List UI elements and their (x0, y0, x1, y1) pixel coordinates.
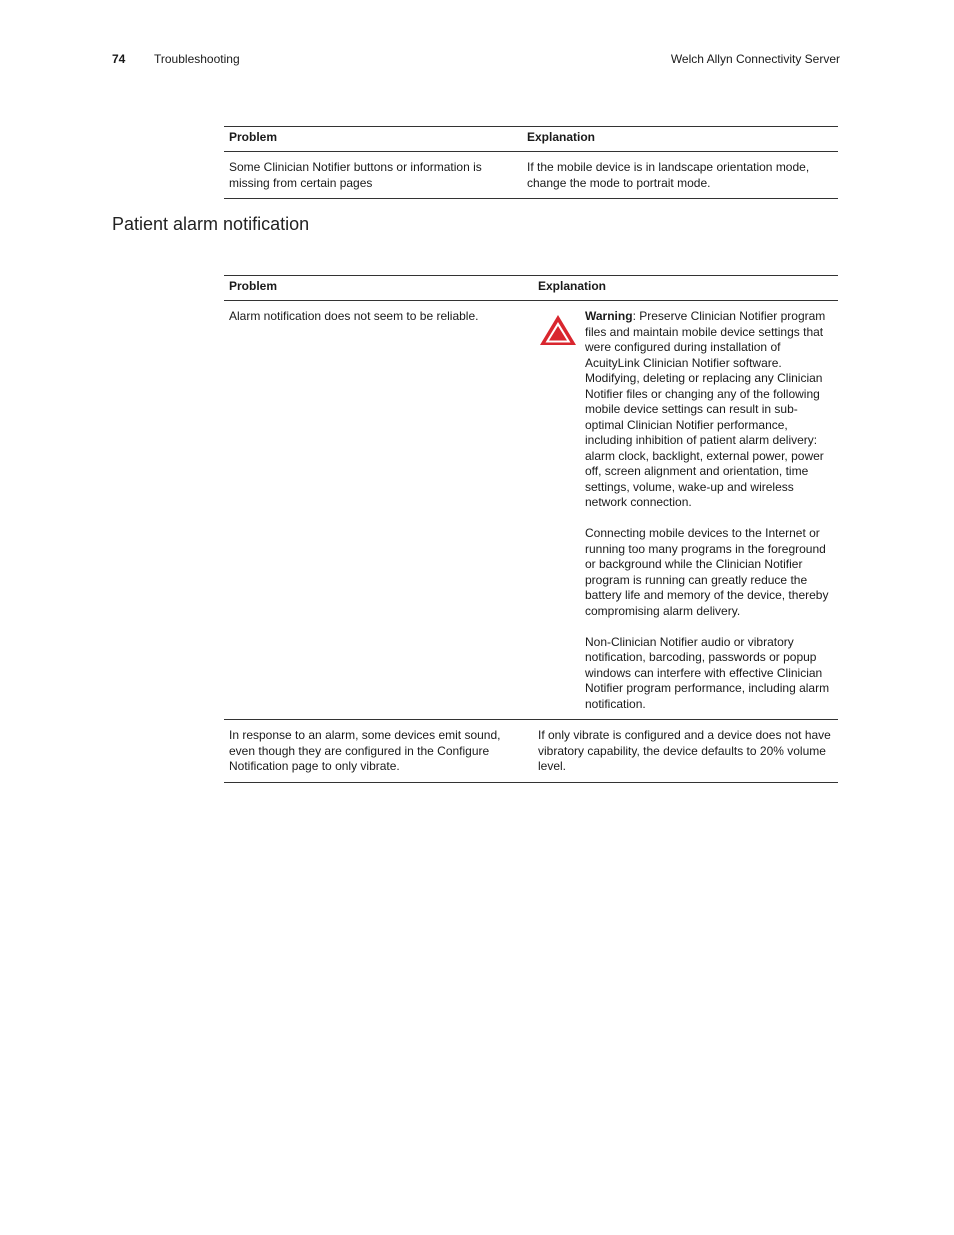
page-number: 74 (112, 52, 126, 66)
explanation-cell (533, 301, 838, 720)
page-header (112, 52, 840, 70)
section-heading: Patient alarm notification (112, 214, 310, 234)
problem-cell: Alarm notification does not seem to be reliable. (224, 301, 533, 720)
warning-label: Warning (585, 309, 633, 323)
table-header-row (224, 276, 838, 301)
running-product-title: Welch Allyn Connectivity Server (670, 52, 840, 66)
warning-paragraph-2: Connecting mobile devices to the Internet or running too many programs in the foreground or background while the Clinician Notifier program is running can greatly reduce the battery life and memory of the device, thereby compromising alarm delivery. (585, 526, 829, 618)
problem-cell: Some Clinician Notifier buttons or information is missing from certain pages (224, 152, 522, 199)
table-row (224, 152, 838, 199)
alarm-notification-table (224, 275, 838, 783)
column-header-problem: Problem (224, 276, 533, 301)
table-row (224, 301, 838, 720)
column-header-explanation: Explanation (533, 276, 838, 301)
warning-text (585, 309, 833, 712)
explanation-cell: If only vibrate is configured and a device does not have vibratory capability, the device defaults to 20% volume level. (533, 720, 838, 783)
table-header-row (224, 127, 838, 152)
table-row (224, 720, 838, 783)
warning-paragraph-3: Non-Clinician Notifier audio or vibratory notification, barcoding, passwords or popup windows can interfere with effective Clinician Notifier program performance, including alarm notification. (585, 634, 830, 711)
column-header-problem: Problem (224, 127, 522, 152)
warning-triangle-icon (538, 313, 578, 347)
explanation-cell: If the mobile device is in landscape orientation mode, change the mode to portrait mode. (522, 152, 838, 199)
warning-paragraph (585, 309, 833, 511)
running-section-title: Troubleshooting (154, 52, 240, 66)
troubleshooting-table-display (224, 126, 838, 199)
column-header-explanation: Explanation (522, 127, 838, 152)
problem-cell: In response to an alarm, some devices emit sound, even though they are configured in the Configure Notification page to only vibrate. (224, 720, 533, 783)
warning-block (538, 309, 833, 712)
warning-body: : Preserve Clinician Notifier program files and maintain mobile device settings that were configured during installation of AcuityLink Clinician Notifier software. Modifying, deleting or replacing any Clinician Notifier files or changing any of the following mobile device settings can result in sub-optimal Clinician Notifier performance, including inhibition of patient alarm delivery: alarm clock, backlight, external power, power off, screen alignment and orientation, time settings, volume, wake-up and wireless network connection. (585, 309, 826, 509)
